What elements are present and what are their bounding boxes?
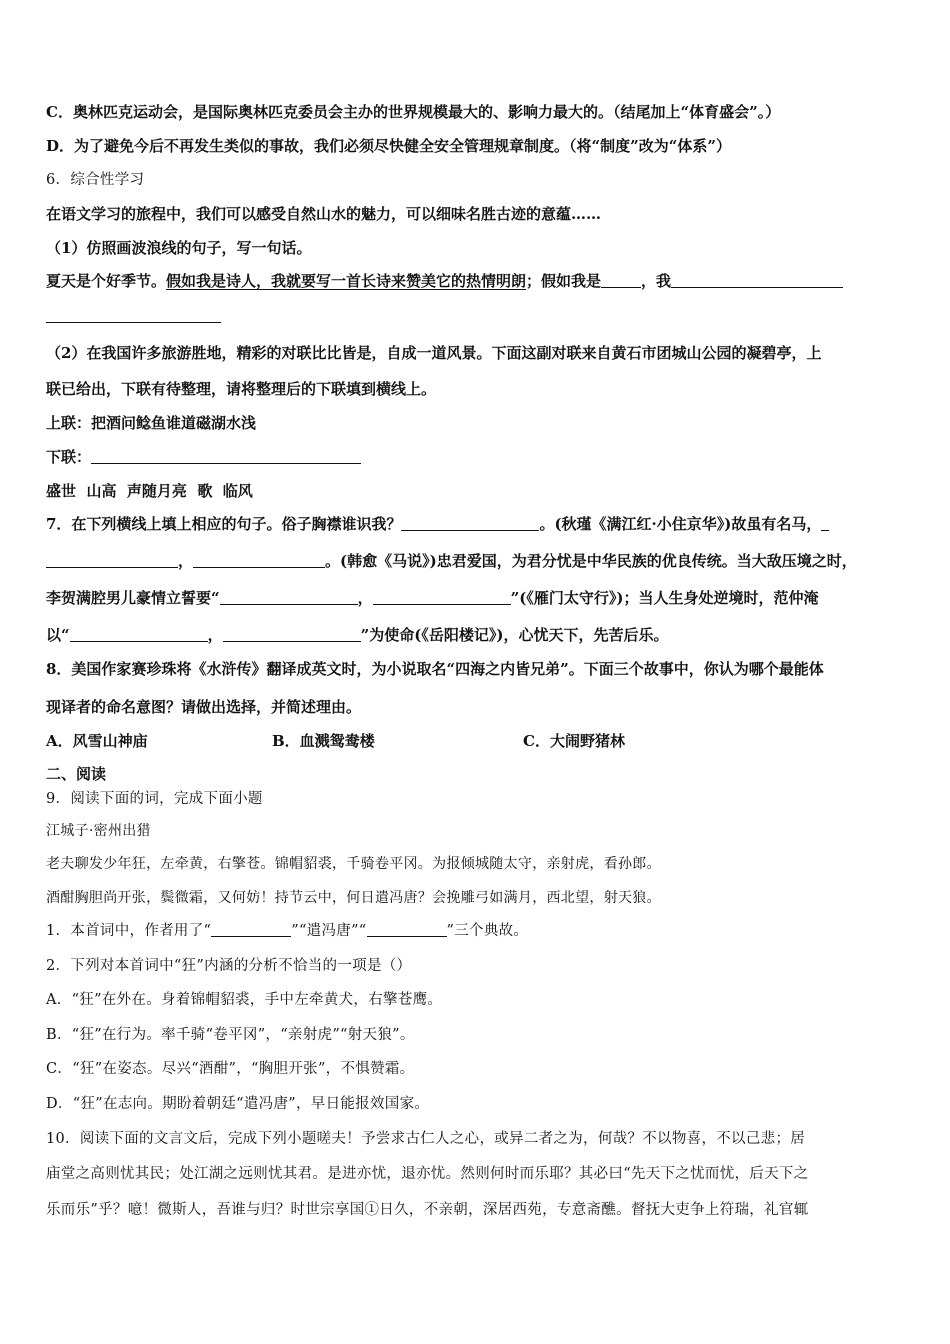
q7-line3: [46, 588, 906, 608]
q9-option-c: C．“狂”在姿态。尽兴“酒酣”，“胸胆开张”，不惧赞霜。: [46, 1061, 415, 1077]
answer-blank[interactable]: [401, 515, 539, 531]
poem-line-2: 酒酣胸胆尚开张，鬓微霜，又何妨！持节云中，何日遣冯唐？会挽雕弓如满月，西北望，射天狼。: [46, 890, 661, 906]
answer-blank[interactable]: [367, 921, 447, 937]
q8-line2: 现译者的命名意图？请做出选择，并简述理由。: [46, 698, 362, 716]
q7-line2: [46, 551, 906, 571]
xialian-words: 盛世 山高 声随月亮 歌 临风: [46, 482, 253, 500]
q8-option-a: A．风雪山神庙: [46, 732, 148, 750]
q5-option-c: C．奥林匹克运动会，是国际奥林匹克委员会主办的世界规模最大的、影响力最大的。（结尾加上“体育盛会”。）: [46, 103, 781, 121]
q6-part1-blank-line: [46, 306, 906, 326]
q6-wavy-sentence: 假如我是诗人，我就要写一首长诗来赞美它的热情明朗: [166, 272, 527, 290]
q9-title: 9．阅读下面的词，完成下面小题: [46, 791, 263, 807]
q6-title: 6．综合性学习: [46, 172, 145, 188]
q6-part2-line1: （2）在我国许多旅游胜地，精彩的对联比比皆是，自成一道风景。下面这副对联来自黄石市团城山公园的凝碧亭，上: [46, 344, 822, 362]
q6-part1-comma-wo: ，我: [641, 272, 672, 290]
q9-text: ”“遣冯唐”“: [291, 923, 367, 939]
answer-blank[interactable]: [46, 552, 178, 568]
q6-part1-prompt: （1）仿照画波浪线的句子，写一句话。: [46, 239, 312, 257]
q7-text: 7．在下列横线上填上相应的句子。俗子胸襟谁识我？: [46, 515, 402, 533]
q7-text: 李贺满腔男儿豪情立誓要“: [46, 589, 220, 607]
q7-text: ，: [178, 552, 194, 570]
answer-blank[interactable]: [671, 272, 843, 288]
answer-blank[interactable]: [223, 626, 361, 642]
answer-blank[interactable]: [91, 448, 361, 464]
xialian-label: 下联：: [46, 448, 92, 466]
q7-text: ，: [207, 626, 223, 644]
q9-sub1: [46, 921, 906, 941]
q8-line1: 8．美国作家赛珍珠将《水浒传》翻译成英文时，为小说取名“四海之内皆兄弟”。下面三个故事中，你认为哪个最能体: [46, 660, 824, 678]
answer-blank[interactable]: [211, 921, 291, 937]
answer-blank[interactable]: [601, 272, 641, 288]
section-title-reading: 二、阅读: [46, 765, 107, 783]
q10-line1: 10．阅读下面的文言文后，完成下列小题嗟夫！予尝求古仁人之心，或异二者之为，何哉？不以物喜，不以己悲；居: [46, 1131, 806, 1147]
q6-part1-sentence: [46, 271, 906, 291]
q8-option-b: B．血溅鸳鸯楼: [272, 732, 375, 750]
xialian: [46, 447, 906, 467]
q7-text: 。(韩愈《马说》)忠君爱国，为君分忧是中华民族的优良传统。当大敌压境之时，: [325, 552, 857, 570]
q5-option-d: D．为了避免今后不再发生类似的事故，我们必须尽快健全安全管理规章制度。（将“制度”改为“体系”）: [46, 137, 732, 155]
answer-blank[interactable]: [821, 515, 829, 531]
q7-line1: [46, 514, 906, 534]
answer-blank[interactable]: [70, 626, 208, 642]
answer-blank[interactable]: [220, 589, 358, 605]
q10-line2: 庙堂之高则忧其民；处江湖之远则忧其君。是进亦忧，退亦忧。然则何时而乐耶？其必曰“先天下之忧而忧，后天下之: [46, 1166, 809, 1182]
q9-text: ”三个典故。: [446, 923, 529, 939]
q9-option-b: B．“狂”在行为。率千骑“卷平冈”，“亲射虎”“射天狼”。: [46, 1027, 415, 1043]
q7-text: ”为使命(《岳阳楼记》)，心忧天下，先苦后乐。: [360, 626, 669, 644]
q7-text: ，: [357, 589, 373, 607]
q7-text: 。(秋瑾《满江红·小住京华》)故虽有名马，: [539, 515, 822, 533]
q9-sub2: 2．下列对本首词中“狂”内涵的分析不恰当的一项是（）: [46, 958, 412, 974]
answer-blank[interactable]: [373, 589, 511, 605]
q7-line4: [46, 625, 906, 645]
q6-part1-cont: ；假如我是: [526, 272, 602, 290]
q6-intro: 在语文学习的旅程中，我们可以感受自然山水的魅力，可以细味名胜古迹的意蕴……: [46, 205, 602, 223]
q6-part1-lead: 夏天是个好季节。: [46, 272, 167, 290]
q7-text: ”(《雁门太守行》)；当人生身处逆境时，范仲淹: [510, 589, 819, 607]
q9-text: 1．本首词中，作者用了“: [46, 923, 212, 939]
q9-option-d: D．“狂”在志向。期盼着朝廷“遣冯唐”，早日能报效国家。: [46, 1096, 430, 1112]
poem-title: 江城子·密州出猎: [46, 823, 151, 839]
q10-line3: 乐而乐”乎？噫！微斯人，吾谁与归？时世宗享国①日久，不亲朝，深居西苑，专意斋醮。督抚大吏争上符瑞，礼官辄: [46, 1202, 809, 1218]
q6-part2-line2: 联已给出，下联有待整理，请将整理后的下联填到横线上。: [46, 380, 437, 398]
answer-blank[interactable]: [193, 552, 325, 568]
q8-option-c: C．大闹野猪林: [523, 732, 625, 750]
poem-line-1: 老夫聊发少年狂，左牵黄，右擎苍。锦帽貂裘，千骑卷平冈。为报倾城随太守，亲射虎，看孙郎。: [46, 856, 661, 872]
q7-text: 以“: [46, 626, 70, 644]
q9-option-a: A．“狂”在外在。身着锦帽貂裘，手中左牵黄犬，右擎苍鹰。: [46, 992, 443, 1008]
shanglian: 上联：把酒问鲶鱼谁道磁湖水浅: [46, 414, 257, 432]
answer-blank[interactable]: [46, 307, 221, 323]
